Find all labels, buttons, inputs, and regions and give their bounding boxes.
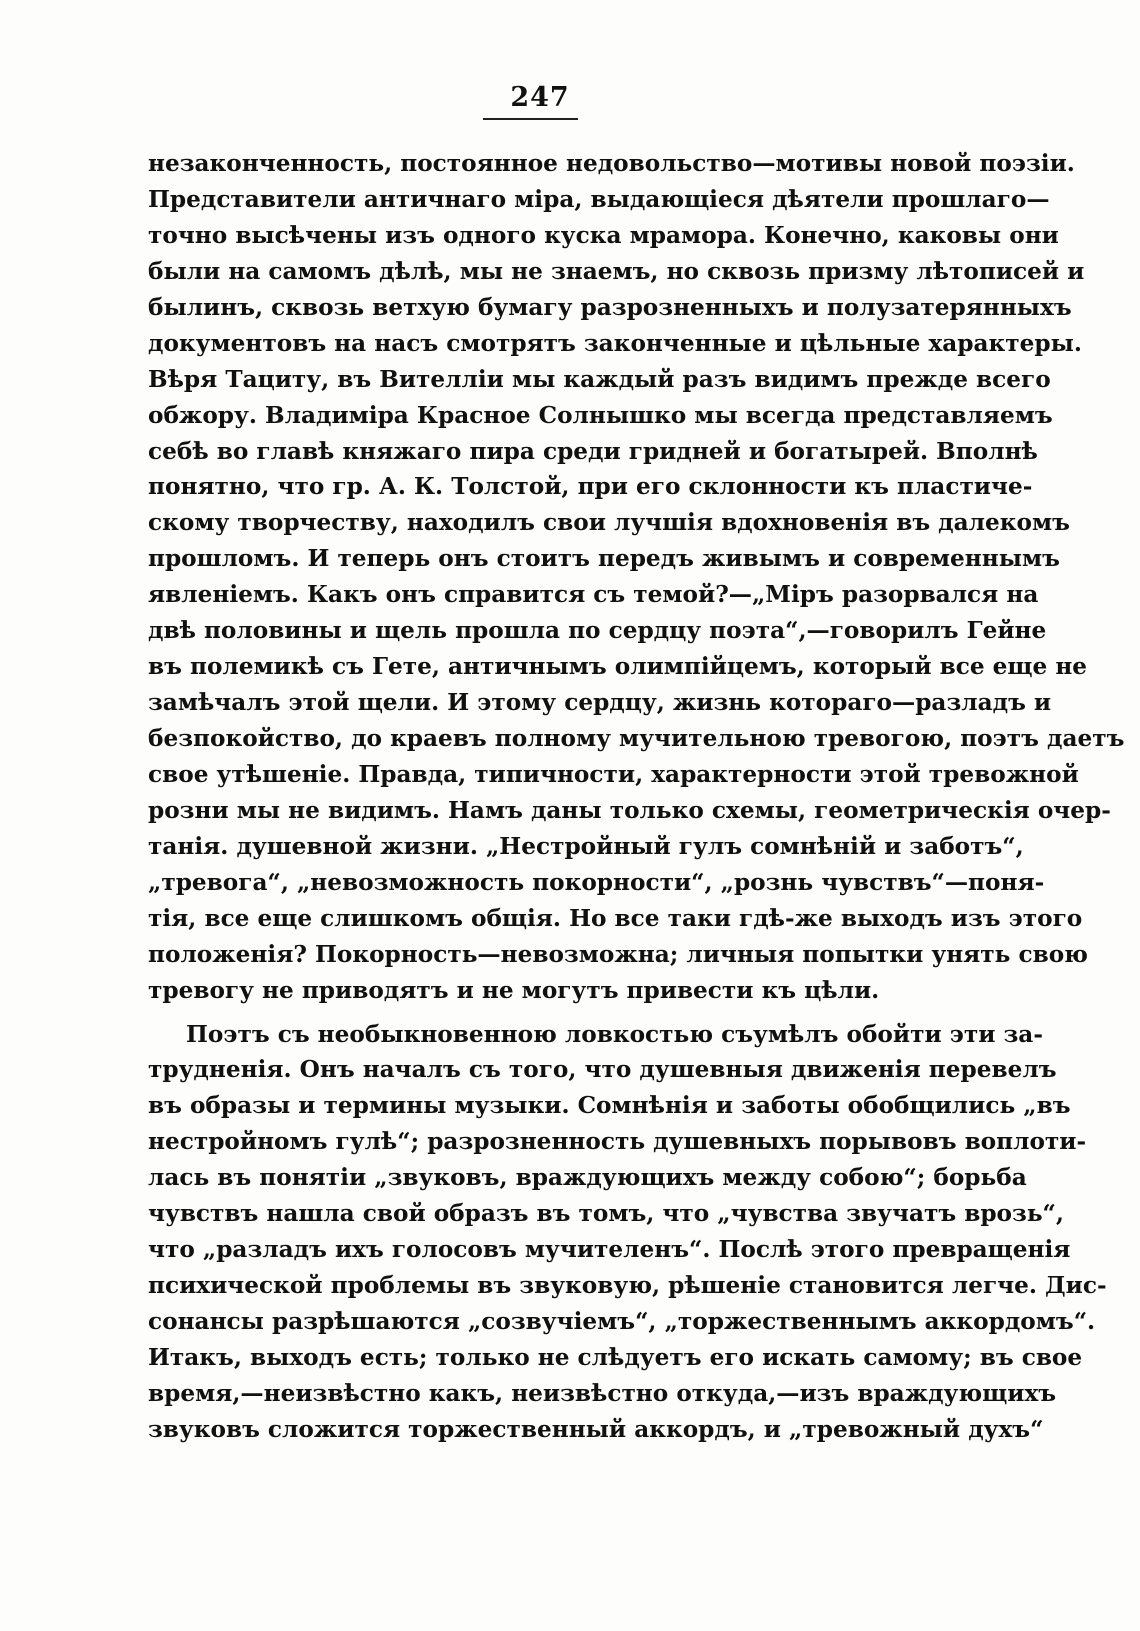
page-number-rule (483, 118, 578, 120)
text-line: Вѣря Тациту, въ Вителліи мы каждый разъ видимъ прежде всего (148, 365, 1051, 393)
paragraph (148, 1017, 1107, 1448)
text-line: понятно, что гр. А. К. Толстой, при его склонности къ пластиче- (148, 473, 1033, 501)
text-line: скому творчеству, находилъ свои лучшія вдохновенія въ далекомъ (148, 509, 1070, 537)
text-line: Итакъ, выходъ есть; только не слѣдуетъ его искать самому; въ свое (148, 1343, 1083, 1371)
paragraph-gap (148, 1009, 926, 1017)
text-line: тія, все еще слишкомъ общія. Но все таки гдѣ-же выходъ изъ этого (148, 904, 1083, 932)
text-line: что „разладъ ихъ голосовъ мучителенъ“. Послѣ этого превращенія (148, 1236, 1071, 1264)
text-line: лась въ понятіи „звуковъ, враждующихъ между собою“; борьба (148, 1164, 1027, 1192)
page-number: 247 (510, 82, 570, 113)
text-line: время,—неизвѣстно какъ, неизвѣстно откуда,—изъ враждующихъ (148, 1379, 1057, 1407)
text-line: тревогу не приводятъ и не могутъ привести къ цѣли. (148, 976, 880, 1004)
text-line: двѣ половины и щель прошла по сердцу поэта“,—говорилъ Гейне (148, 617, 1047, 645)
text-line: звуковъ сложится торжественный аккордъ, и „тревожный духъ“ (148, 1415, 1044, 1443)
text-line: въ полемикѣ съ Гете, античнымъ олимпійцемъ, который все еще не (148, 653, 1088, 681)
text-line: Поэтъ съ необыкновенною ловкостью съумѣлъ обойти эти за- (186, 1020, 1043, 1048)
text-line: документовъ на насъ смотрятъ законченные и цѣльные характеры. (148, 329, 1082, 357)
text-line: обжору. Владиміра Красное Солнышко мы всегда представляемъ (148, 401, 1053, 429)
text-line: свое утѣшеніе. Правда, типичности, характерности этой тревожной (148, 760, 1079, 788)
text-line: былинъ, сквозь ветхую бумагу разрозненныхъ и полузатерянныхъ (148, 293, 1072, 321)
text-line: безпокойство, до краевъ полному мучительною тревогою, поэтъ даетъ (148, 725, 1125, 752)
text-line: замѣчалъ этой щели. И этому сердцу, жизнь котораго—разладъ и (148, 689, 1052, 717)
text-line: себѣ во главѣ княжаго пира среди гридней и богатырей. Вполнѣ (148, 437, 1038, 465)
text-line: сонансы разрѣшаются „созвучіемъ“, „торжественнымъ аккордомъ“. (148, 1308, 1096, 1335)
text-line: прошломъ. И теперь онъ стоитъ передъ живымъ и современнымъ (148, 545, 1060, 573)
page-text (148, 146, 1125, 1448)
text-line: трудненія. Онъ началъ съ того, что душевныя движенія перевелъ (148, 1056, 1057, 1084)
text-line: психической проблемы въ звуковую, рѣшеніе становится легче. Дис- (148, 1272, 1107, 1300)
text-line: „тревога“, „невозможность покорности“, „рознь чувствъ“—поня- (148, 868, 1045, 896)
text-line: точно высѣчены изъ одного куска мрамора. Конечно, каковы они (148, 221, 1059, 249)
text-line: танія. душевной жизни. „Нестройный гулъ сомнѣній и заботъ“, (148, 832, 1024, 860)
text-line: чувствъ нашла свой образъ въ томъ, что „чувства звучатъ врозь“, (148, 1200, 1064, 1228)
text-line: розни мы не видимъ. Намъ даны только схемы, геометрическія очер- (148, 796, 1111, 824)
text-line: положенія? Покорность—невозможна; личныя попытки унять свою (148, 940, 1088, 968)
text-line: были на самомъ дѣлѣ, мы не знаемъ, но сквозь призму лѣтописей и (148, 257, 1085, 285)
paragraph (148, 146, 1125, 1009)
text-line: незаконченность, постоянное недовольство—мотивы новой поэзіи. (148, 150, 1075, 177)
text-line: въ образы и термины музыки. Сомнѣнія и заботы обобщились „въ (148, 1092, 1071, 1120)
text-line: нестройномъ гулѣ“; разрозненность душевныхъ порывовъ воплоти- (148, 1128, 1087, 1156)
text-line: Представители античнаго міра, выдающіеся дѣятели прошлаго— (148, 185, 1050, 213)
text-line: явленіемъ. Какъ онъ справится съ темой?—„Міръ разорвался на (148, 581, 1039, 609)
